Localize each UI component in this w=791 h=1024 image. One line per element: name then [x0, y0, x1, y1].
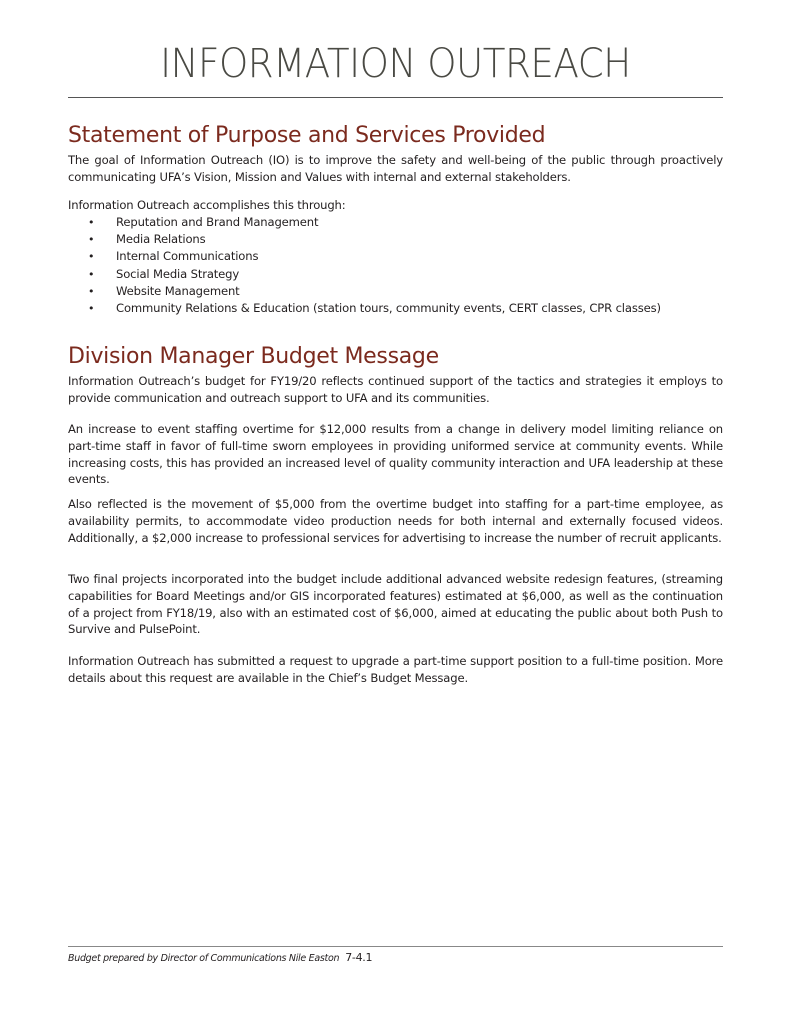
list-item	[88, 266, 661, 283]
list-item-text: Reputation and Brand Management	[116, 215, 319, 229]
footer-prepared-by: Budget prepared by Director of Communications Nile Easton	[68, 953, 340, 964]
budget-paragraph: Two final projects incorporated into the budget include additional advanced website redesign features, (streaming capabilities for Board Meetings and/or GIS incorporated features) estimated at $6,000, as well as the continuation of a project from FY18/19, also with an estimated cost of $6,000, aimed at educating the public about both Push to Survive and PulsePoint.	[68, 572, 723, 637]
purpose-intro: The goal of Information Outreach (IO) is to improve the safety and well-being of the public through proactively communicating UFA’s Vision, Mission and Values with internal and external stakeholders.	[68, 153, 723, 184]
budget-paragraph: An increase to event staffing overtime for $12,000 results from a change in delivery model limiting reliance on part-time staff in favor of full-time sworn employees in providing uniformed service at community events. While increasing costs, this has provided an increased level of quality community interaction and UFA leadership at these events.	[68, 422, 723, 487]
footer-divider	[68, 946, 723, 947]
budget-paragraph: Also reflected is the movement of $5,000 from the overtime budget into staffing for a part-time employee, as availability permits, to accommodate video production needs for both internal and externally focused videos. Additionally, a $2,000 increase to professional services for advertising to increase the number of recruit applicants.	[68, 497, 723, 545]
bullet-icon: •	[88, 284, 95, 298]
page-footer	[68, 951, 372, 964]
budget-paragraph: Information Outreach has submitted a request to upgrade a part-time support position to a full-time position. More details about this request are available in the Chief’s Budget Message.	[68, 654, 723, 685]
budget-paragraph: Information Outreach’s budget for FY19/20 reflects continued support of the tactics and strategies it employs to provide communication and outreach support to UFA and its communities.	[68, 374, 723, 405]
list-item-text: Internal Communications	[116, 249, 259, 264]
bullet-icon: •	[88, 267, 95, 281]
list-item-text: Community Relations & Education (station tours, community events, CERT classes, CPR classes)	[116, 301, 661, 316]
bullet-icon: •	[88, 216, 95, 229]
list-item	[88, 214, 661, 231]
bullet-icon: •	[88, 250, 95, 264]
bullet-icon: •	[88, 233, 95, 247]
list-item-text: Social Media Strategy	[116, 266, 240, 281]
page-number: 7-4.1	[345, 951, 373, 964]
bullet-icon: •	[88, 302, 95, 316]
purpose-heading: Statement of Purpose and Services Provided	[68, 123, 546, 148]
list-item	[88, 283, 661, 300]
page-title: INFORMATION OUTREACH	[160, 41, 631, 87]
purpose-list-lead: Information Outreach accomplishes this through:	[68, 198, 346, 212]
list-item-text: Media Relations	[116, 232, 206, 247]
title-divider	[68, 97, 723, 98]
list-item	[88, 300, 661, 317]
list-item	[88, 231, 661, 248]
list-item-text: Website Management	[116, 283, 240, 298]
services-list	[88, 214, 661, 317]
list-item	[88, 248, 661, 265]
budget-message-heading: Division Manager Budget Message	[68, 344, 439, 369]
